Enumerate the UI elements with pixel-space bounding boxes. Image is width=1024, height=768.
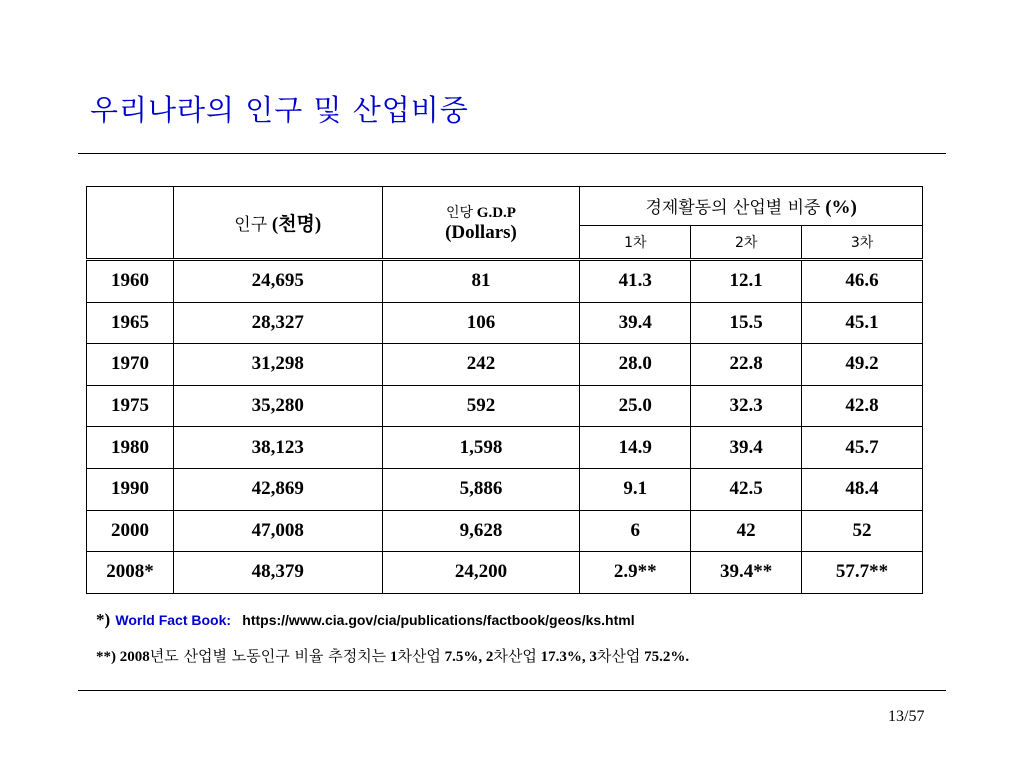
cell-sector-1: 25.0 — [580, 385, 691, 427]
page-number: 13/57 — [888, 708, 925, 725]
cell-sector-1: 39.4 — [580, 302, 691, 344]
cell-population: 38,123 — [173, 427, 382, 469]
cell-gdp: 1,598 — [382, 427, 580, 469]
header-population: 인구 (천명) — [173, 187, 382, 260]
cell-sector-2: 42.5 — [691, 468, 802, 510]
cell-sector-2: 12.1 — [691, 260, 802, 303]
cell-sector-2: 22.8 — [691, 344, 802, 386]
cell-sector-1: 2.9** — [580, 552, 691, 594]
header-year-empty — [87, 187, 174, 260]
cell-year: 1970 — [87, 344, 174, 386]
cell-year: 1960 — [87, 260, 174, 303]
population-industry-table — [86, 186, 923, 594]
table-row — [87, 552, 923, 594]
cell-sector-1: 41.3 — [580, 260, 691, 303]
cell-population: 47,008 — [173, 510, 382, 552]
slide-title: 우리나라의 인구 및 산업비중 — [90, 93, 469, 127]
cell-sector-3: 49.2 — [802, 344, 923, 386]
cell-sector-2: 42 — [691, 510, 802, 552]
header-sector-3: 3차 — [802, 226, 923, 260]
cell-population: 48,379 — [173, 552, 382, 594]
cell-sector-2: 15.5 — [691, 302, 802, 344]
cell-sector-3: 46.6 — [802, 260, 923, 303]
footnote-source: *) World Fact Book: https://www.cia.gov/cia/publications/factbook/geos/ks.html — [96, 610, 635, 629]
cell-year: 1990 — [87, 468, 174, 510]
world-fact-book-label: World Fact Book: — [115, 612, 232, 628]
cell-sector-3: 45.7 — [802, 427, 923, 469]
cell-gdp: 242 — [382, 344, 580, 386]
cell-gdp: 24,200 — [382, 552, 580, 594]
cell-sector-3: 48.4 — [802, 468, 923, 510]
cell-sector-3: 45.1 — [802, 302, 923, 344]
cell-sector-1: 28.0 — [580, 344, 691, 386]
cell-sector-1: 9.1 — [580, 468, 691, 510]
footnote-estimate: **) 2008년도 산업별 노동인구 비율 추정치는 1차산업 7.5%, 2차산업 17.3%, 3차산업 75.2%. — [96, 647, 690, 665]
table-row — [87, 510, 923, 552]
cell-gdp: 5,886 — [382, 468, 580, 510]
cell-sector-2: 32.3 — [691, 385, 802, 427]
cell-gdp: 592 — [382, 385, 580, 427]
cell-sector-3: 52 — [802, 510, 923, 552]
table-row — [87, 260, 923, 303]
cell-population: 28,327 — [173, 302, 382, 344]
cell-gdp: 106 — [382, 302, 580, 344]
cell-sector-3: 57.7** — [802, 552, 923, 594]
cell-year: 2008* — [87, 552, 174, 594]
cell-population: 31,298 — [173, 344, 382, 386]
cell-sector-2: 39.4** — [691, 552, 802, 594]
cell-sector-3: 42.8 — [802, 385, 923, 427]
table-row — [87, 385, 923, 427]
table-row — [87, 344, 923, 386]
cell-population: 42,869 — [173, 468, 382, 510]
table-row — [87, 302, 923, 344]
cell-gdp: 81 — [382, 260, 580, 303]
cell-year: 2000 — [87, 510, 174, 552]
cell-gdp: 9,628 — [382, 510, 580, 552]
header-sector-2: 2차 — [691, 226, 802, 260]
cell-year: 1975 — [87, 385, 174, 427]
cell-year: 1980 — [87, 427, 174, 469]
header-sector-1: 1차 — [580, 226, 691, 260]
source-url[interactable]: https://www.cia.gov/cia/publications/factbook/geos/ks.html — [242, 612, 635, 628]
cell-sector-1: 14.9 — [580, 427, 691, 469]
bottom-divider — [78, 690, 946, 691]
table-row — [87, 468, 923, 510]
cell-population: 35,280 — [173, 385, 382, 427]
table-row — [87, 427, 923, 469]
header-economic-activity: 경제활동의 산업별 비중 (%) — [580, 187, 923, 226]
header-gdp: 인당 G.D.P (Dollars) — [382, 187, 580, 260]
cell-year: 1965 — [87, 302, 174, 344]
cell-population: 24,695 — [173, 260, 382, 303]
top-divider — [78, 153, 946, 154]
cell-sector-2: 39.4 — [691, 427, 802, 469]
cell-sector-1: 6 — [580, 510, 691, 552]
